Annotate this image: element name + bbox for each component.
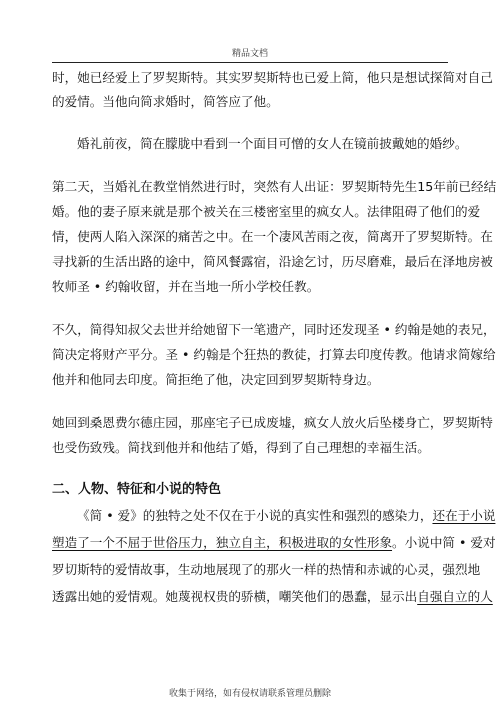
paragraph-line: 不久，简得知叔父去世并给她留下一笔遗产，同时还发现圣 • 约翰是她的表兄， — [52, 322, 496, 337]
paragraph-2 — [52, 132, 468, 156]
paragraph-line: 情，使两人陷入深深的痛苦之中。在一个凄风苦雨之夜，简离开了罗契斯特。在 — [52, 229, 493, 244]
section-heading: 二、人物、特征和小说的特色 — [52, 482, 222, 497]
paragraph-line: 牧师圣 • 约翰收留，并在当地一所小学校任教。 — [52, 279, 320, 294]
paragraph-line — [52, 529, 496, 556]
text-run: 透露出她的爱情观。她蔑视权贵的骄横，嘲笑他们的愚蠢，显示出 — [52, 589, 418, 604]
paragraph-line: 他并和他同去印度。简拒绝了他，决定回到罗契斯特身边。 — [52, 372, 380, 387]
paragraph-line: 她回到桑恩费尔德庄园，那座宅子已成废墟，疯女人放火后坠楼身亡，罗契斯特 — [52, 415, 493, 430]
paragraph-line: 第二天，当婚礼在教堂悄然进行时，突然有人出证：罗契斯特先生15年前已经结 — [52, 179, 497, 194]
paragraph-4 — [52, 317, 496, 392]
paragraph-line: 罗切斯特的爱情故事，生动地展现了的那火一样的热情和赤诚的心灵，强烈地 — [52, 562, 481, 577]
paragraph-line: 婚礼前夜，简在朦胧中看到一个面目可憎的女人在镜前披戴她的婚纱。 — [77, 136, 468, 151]
paragraph-line: 寻找新的生活出路的途中，简风餐露宿，沿途乞讨，历尽磨难，最后在泽地房被 — [52, 254, 493, 269]
paragraph-line: 婚。他的妻子原来就是那个被关在三楼密室里的疯女人。法律阻碍了他们的爱 — [52, 204, 481, 219]
document-body — [52, 62, 497, 610]
text-run: 。小说中简 • 爱对 — [392, 535, 496, 550]
paragraph-line — [52, 583, 493, 610]
underlined-text: 塑造了一个不屈于世俗压力，独立自主，积极进取的女性形象 — [52, 535, 393, 550]
header-title: 精品文档 — [231, 49, 268, 59]
paragraph-line: 时，她已经爱上了罗契斯特。其实罗契斯特也已爱上简，他只是想试探简对自己 — [52, 70, 493, 85]
paragraph-line — [52, 502, 496, 529]
paragraph-line: 的爱情。当他向简求婚时，简答应了他。 — [52, 94, 279, 109]
footer-note: 收集于网络，如有侵权请联系管理员删除 — [168, 689, 331, 699]
underlined-text: 自强自立的人 — [417, 589, 493, 604]
paragraph-line: 也受伤致残。简找到他并和他结了婚，得到了自己理想的幸福生活。 — [52, 440, 430, 455]
section-paragraph — [52, 502, 496, 610]
underlined-text: 还在于小说 — [432, 508, 496, 523]
paragraph-5 — [52, 410, 493, 460]
text-run: 《简 • 爱》的独特之处不仅在于小说的真实性和强烈的感染力， — [77, 508, 433, 523]
paragraph-3 — [52, 174, 497, 299]
paragraph-1 — [52, 66, 493, 114]
paragraph-line: 简决定将财产平分。圣 • 约翰是个狂热的教徒，打算去印度传教。他请求简嫁给 — [52, 347, 496, 362]
